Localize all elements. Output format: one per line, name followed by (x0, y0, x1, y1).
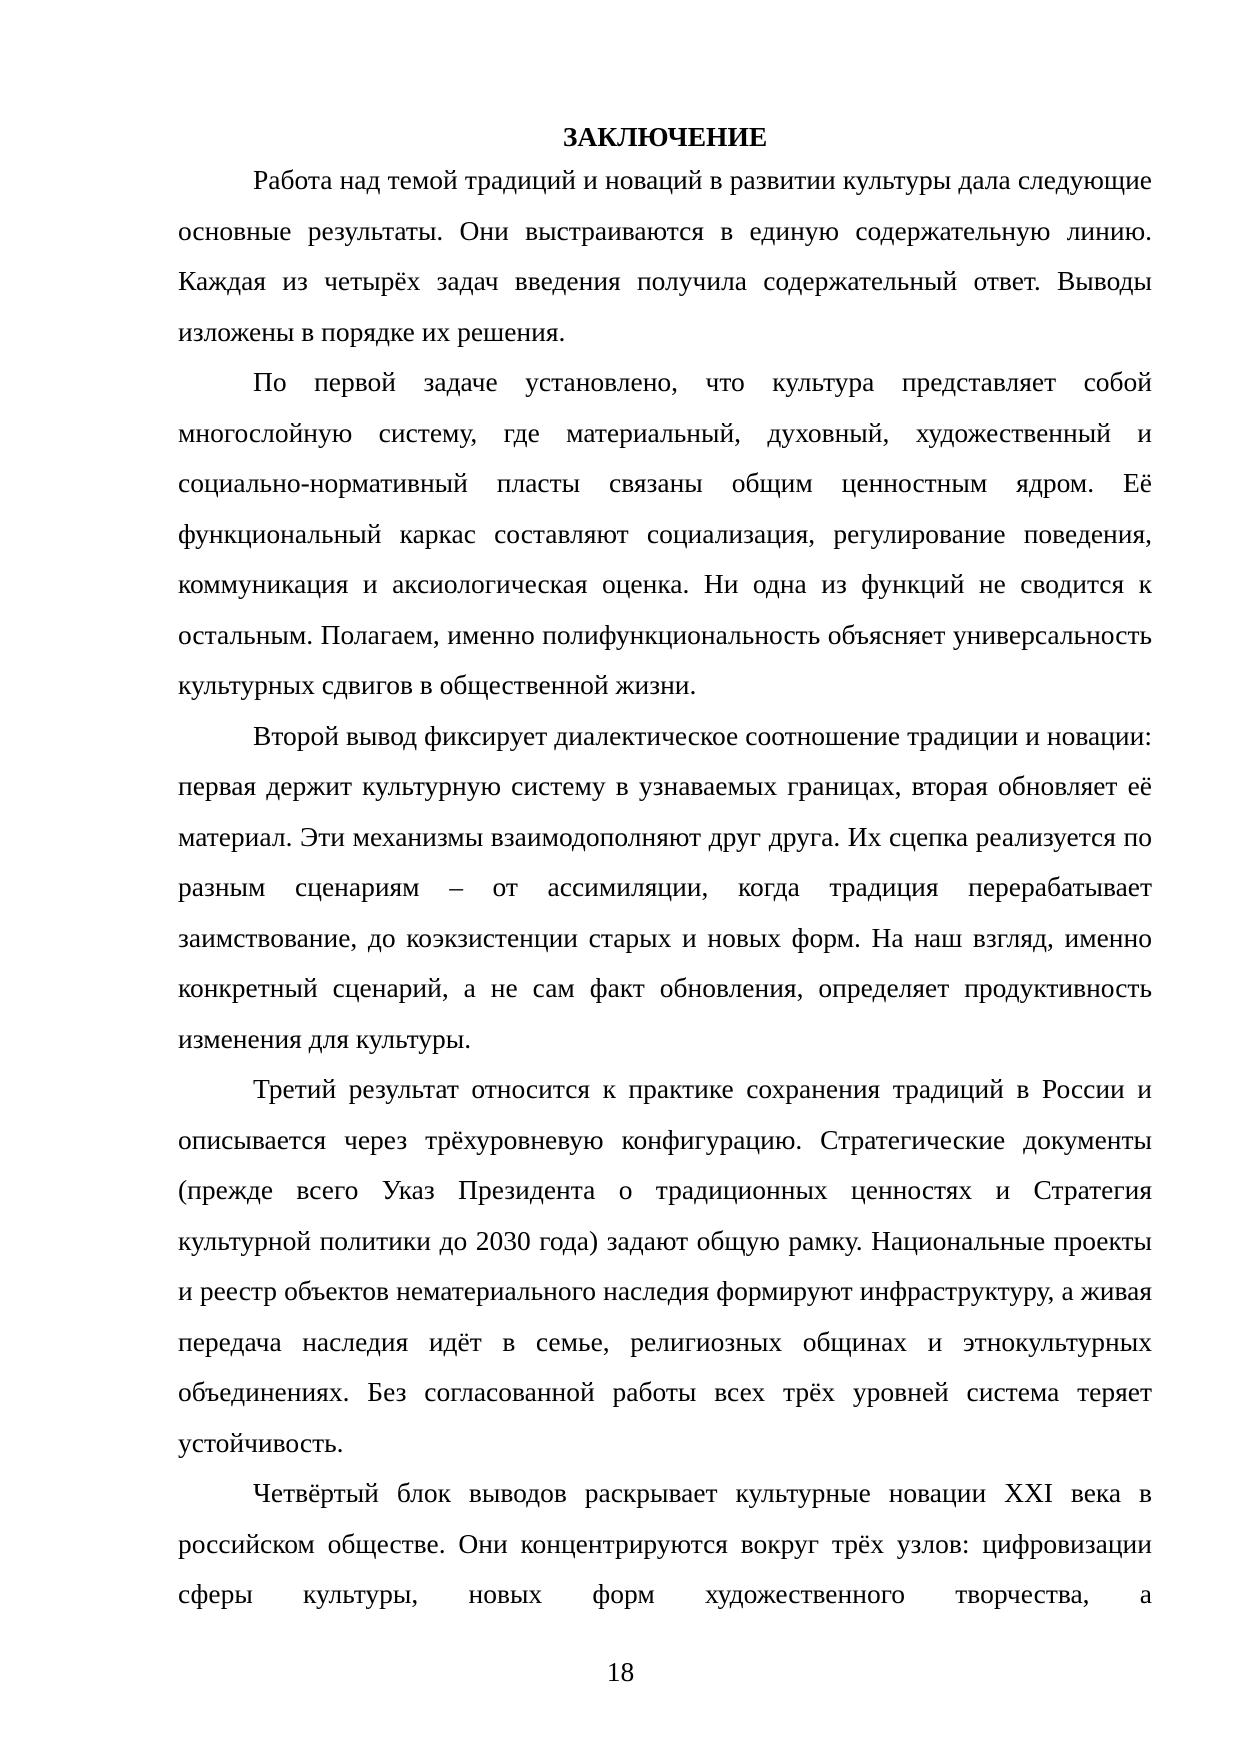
page-number: 18 (606, 1656, 635, 1687)
paragraph-third-result: Третий результат относится к практике сохранения традиций в России и описывается через трёхуровневую конфигурацию. Стратегические документы (прежде всего Указ Президента о традиционных ценностях и Стратегия культурной политики до 2030 года) задают общую рамку. Национальные проекты и реестр объектов нематериального наследия формируют инфраструктуру, а живая передача наследия идёт в семье, религиозных общинах и этнокультурных объединениях. Без согласованной работы всех трёх уровней система теряет устойчивость. (178, 1073, 1152, 1458)
paragraph-intro: Работа над темой традиций и новаций в развитии культуры дала следующие основные результаты. Они выстраиваются в единую содержательную линию. Каждая из четырёх задач введения получила содержательный ответ. Выводы изложены в порядке их решения. (178, 164, 1152, 347)
paragraph-second-conclusion: Второй вывод фиксирует диалектическое соотношение традиции и новации: первая держит культурную систему в узнаваемых границах, вторая обновляет её материал. Эти механизмы взаимодополняют друг друга. Их сцепка реализуется по разным сценариям – от ассимиляции, когда традиция перерабатывает заимствование, до коэкзистенции старых и новых форм. На наш взгляд, именно конкретный сценарий, а не сам факт обновления, определяет продуктивность изменения для культуры. (178, 719, 1152, 1054)
paragraph-fourth-block: Четвёртый блок выводов раскрывает культурные новации XXI века в российском обществе. Они концентрируются вокруг трёх узлов: цифровизации сферы культуры, новых форм художественного творчества, а (178, 1477, 1152, 1609)
document-body (178, 119, 1152, 1620)
paragraph-first-task: По первой задаче установлено, что культура представляет собой многослойную систему, где материальный, духовный, художественный и социально-нормативный пласты связаны общим ценностным ядром. Её функциональный каркас составляют социализация, регулирование поведения, коммуникация и аксиологическая оценка. Ни одна из функций не сводится к остальным. Полагаем, именно полифункциональность объясняет универсальность культурных сдвигов в общественной жизни. (178, 366, 1152, 700)
page-title: ЗАКЛЮЧЕНИЕ (562, 121, 768, 152)
